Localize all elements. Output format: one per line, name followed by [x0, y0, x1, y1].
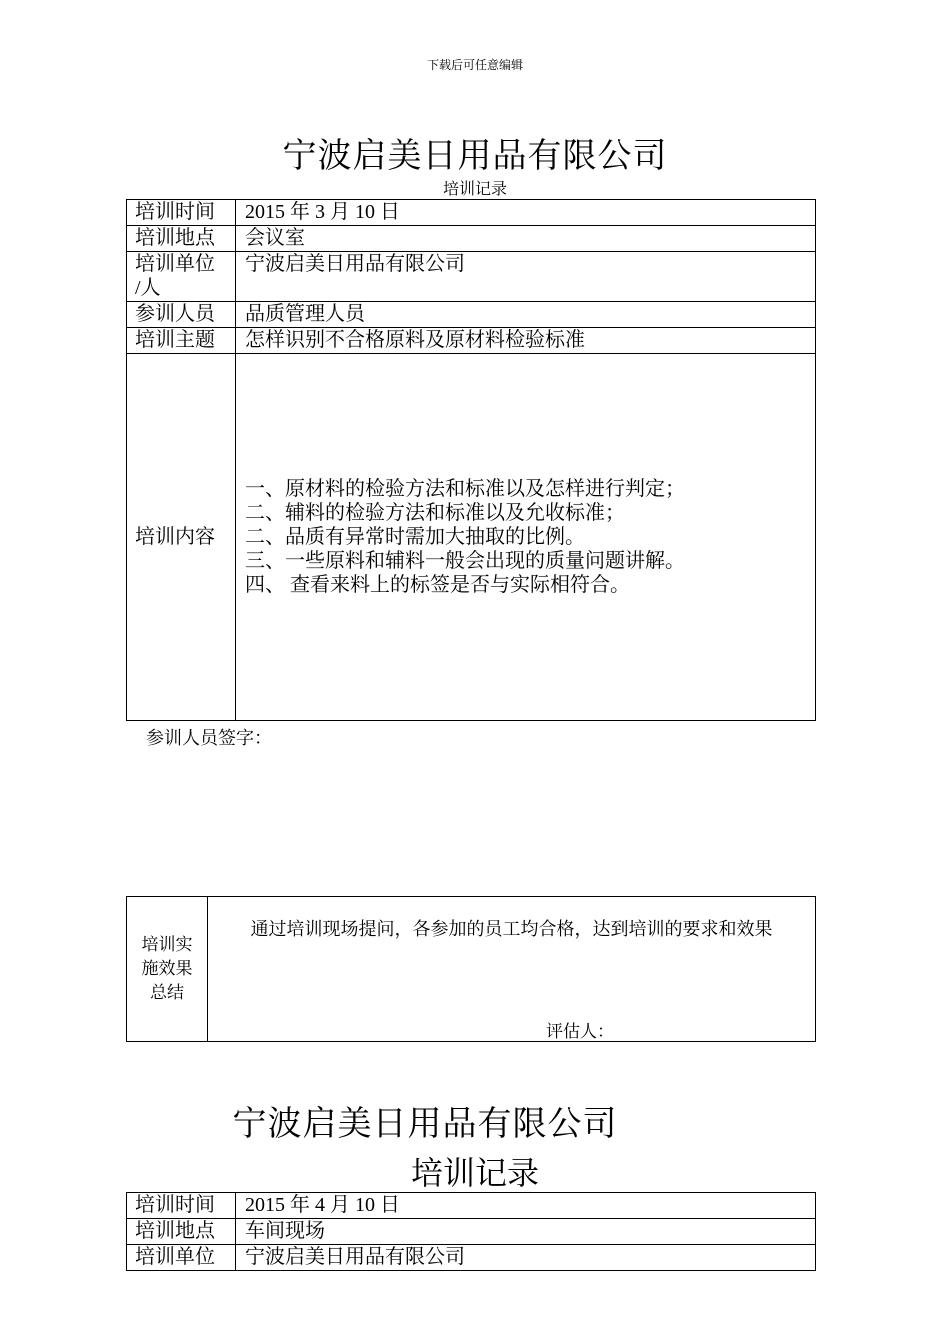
row-label: 培训时间	[127, 200, 236, 226]
record-subtitle: 培训记录	[442, 181, 507, 198]
list-item: 三、一些原料和辅料一般会出现的质量问题讲解。	[245, 550, 685, 572]
row-value: 会议室	[236, 226, 816, 252]
list-item: 二、辅料的检验方法和标准以及允收标准；	[245, 502, 625, 524]
header-note: 下载后可任意编辑	[426, 58, 523, 72]
table-row	[127, 252, 816, 302]
row-label	[127, 252, 236, 302]
row-label-line: 培训单位	[135, 253, 215, 275]
list-item: 一、原材料的检验方法和标准以及怎样进行判定；	[245, 478, 685, 500]
list-item: 二、品质有异常时需加大抽取的比例。	[245, 526, 585, 548]
summary-label-line: 施效果	[141, 959, 193, 978]
company-title: 宁波启美日用品有限公司	[232, 1106, 618, 1143]
training-record-table	[126, 1192, 816, 1271]
table-row	[127, 354, 816, 721]
row-label-line: /人	[135, 277, 161, 299]
summary-label-line: 总结	[150, 983, 184, 1002]
summary-body	[208, 897, 816, 1042]
table-row	[127, 1193, 816, 1219]
company-title: 宁波启美日用品有限公司	[282, 138, 668, 175]
content-cell	[236, 354, 816, 721]
table-row	[127, 328, 816, 354]
table-row	[127, 1245, 816, 1271]
row-label: 培训主题	[127, 328, 236, 354]
summary-text: 通过培训现场提问，各参加的员工均合格，达到培训的要求和效果	[250, 919, 773, 940]
signature-label: 参训人员签字：	[146, 728, 272, 748]
row-label: 参训人员	[127, 302, 236, 328]
row-label: 培训单位	[127, 1245, 236, 1271]
evaluator-label: 评估人：	[546, 1022, 614, 1041]
row-label: 培训时间	[127, 1193, 236, 1219]
list-item: 四、 查看来料上的标签是否与实际相符合。	[245, 574, 630, 596]
row-label: 培训地点	[127, 1219, 236, 1245]
content-list	[245, 477, 815, 597]
training-record-table	[126, 199, 816, 721]
row-value: 2015 年 3 月 10 日	[236, 200, 816, 226]
row-value: 怎样识别不合格原料及原材料检验标准	[236, 328, 816, 354]
row-value: 车间现场	[236, 1219, 816, 1245]
table-row	[127, 302, 816, 328]
table-row	[127, 1219, 816, 1245]
table-row	[127, 226, 816, 252]
summary-label-line: 培训实	[141, 935, 193, 954]
summary-table	[126, 896, 816, 1042]
table-row	[127, 200, 816, 226]
row-value: 宁波启美日用品有限公司	[236, 252, 816, 302]
row-value: 宁波启美日用品有限公司	[236, 1245, 816, 1271]
row-value: 品质管理人员	[236, 302, 816, 328]
record-subtitle: 培训记录	[410, 1155, 539, 1191]
content-label: 培训内容	[127, 354, 236, 721]
row-label: 培训地点	[127, 226, 236, 252]
row-value: 2015 年 4 月 10 日	[236, 1193, 816, 1219]
summary-label	[127, 897, 208, 1042]
